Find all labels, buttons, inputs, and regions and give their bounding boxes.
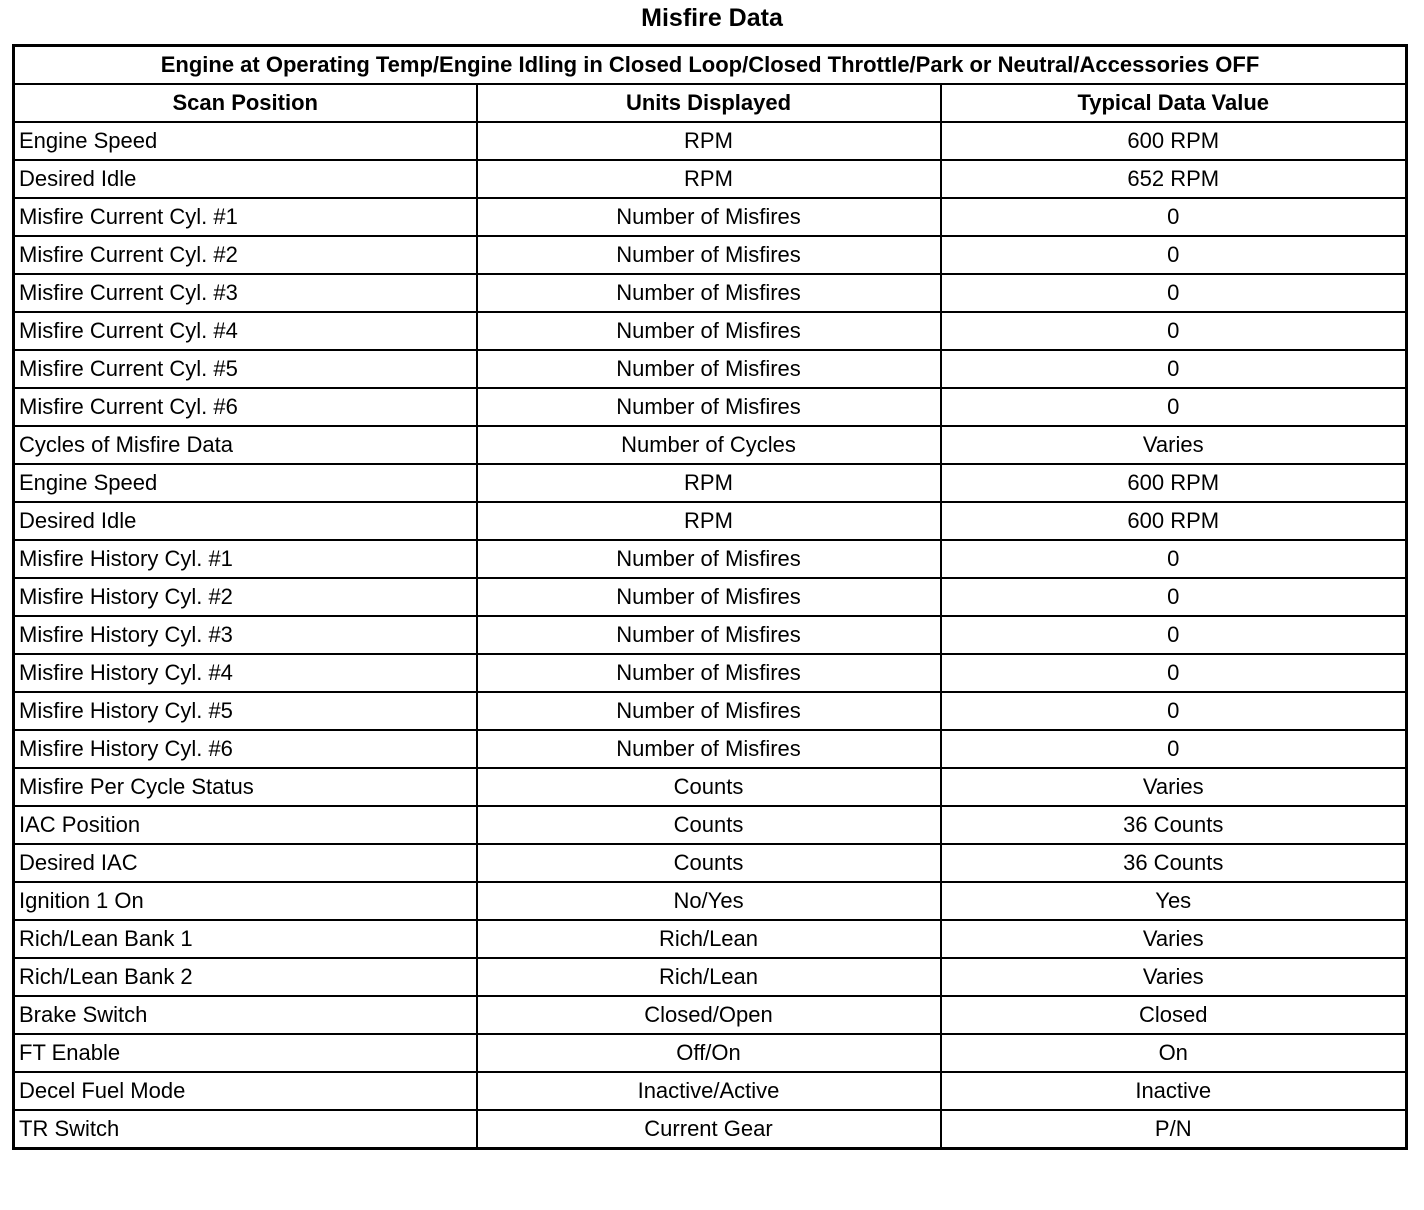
typical-data-value-cell: Yes [941, 882, 1407, 920]
units-displayed-cell: Number of Misfires [477, 540, 941, 578]
units-displayed-cell: Number of Misfires [477, 654, 941, 692]
scan-position-cell: Misfire Current Cyl. #3 [14, 274, 477, 312]
units-displayed-cell: RPM [477, 160, 941, 198]
typical-data-value-cell: 0 [941, 274, 1407, 312]
scan-position-cell: Brake Switch [14, 996, 477, 1034]
table-row [14, 388, 1407, 426]
scan-position-cell: Misfire Current Cyl. #5 [14, 350, 477, 388]
units-displayed-cell: Current Gear [477, 1110, 941, 1149]
units-displayed-cell: Number of Misfires [477, 350, 941, 388]
scan-position-cell: Misfire Current Cyl. #2 [14, 236, 477, 274]
scan-position-cell: Misfire Current Cyl. #4 [14, 312, 477, 350]
table-row [14, 1034, 1407, 1072]
table-row [14, 616, 1407, 654]
table-row [14, 958, 1407, 996]
scan-position-cell: Misfire Per Cycle Status [14, 768, 477, 806]
typical-data-value-cell: 0 [941, 692, 1407, 730]
scan-position-cell: Misfire History Cyl. #3 [14, 616, 477, 654]
table-row [14, 1110, 1407, 1149]
units-displayed-cell: RPM [477, 122, 941, 160]
units-displayed-cell: RPM [477, 464, 941, 502]
typical-data-value-cell: 0 [941, 198, 1407, 236]
scan-position-cell: Cycles of Misfire Data [14, 426, 477, 464]
table-row [14, 654, 1407, 692]
units-displayed-cell: Number of Misfires [477, 692, 941, 730]
table-row [14, 464, 1407, 502]
table-row [14, 730, 1407, 768]
units-displayed-cell: Counts [477, 806, 941, 844]
units-displayed-cell: Counts [477, 768, 941, 806]
typical-data-value-cell: 0 [941, 388, 1407, 426]
typical-data-value-cell: Closed [941, 996, 1407, 1034]
units-displayed-cell: RPM [477, 502, 941, 540]
table-row [14, 844, 1407, 882]
scan-position-cell: Misfire Current Cyl. #6 [14, 388, 477, 426]
table-row [14, 996, 1407, 1034]
table-row [14, 426, 1407, 464]
typical-data-value-cell: Inactive [941, 1072, 1407, 1110]
typical-data-value-cell: 0 [941, 236, 1407, 274]
scan-position-cell: Decel Fuel Mode [14, 1072, 477, 1110]
units-displayed-cell: Number of Misfires [477, 236, 941, 274]
typical-data-value-cell: 0 [941, 578, 1407, 616]
scan-position-cell: TR Switch [14, 1110, 477, 1149]
table-row [14, 274, 1407, 312]
typical-data-value-cell: 600 RPM [941, 122, 1407, 160]
table-row [14, 578, 1407, 616]
table-row [14, 806, 1407, 844]
typical-data-value-cell: 0 [941, 350, 1407, 388]
table-row [14, 312, 1407, 350]
units-displayed-cell: Rich/Lean [477, 958, 941, 996]
typical-data-value-cell: 0 [941, 540, 1407, 578]
units-displayed-cell: Closed/Open [477, 996, 941, 1034]
scan-position-cell: Misfire History Cyl. #4 [14, 654, 477, 692]
typical-data-value-cell: 36 Counts [941, 806, 1407, 844]
scan-position-cell: Engine Speed [14, 464, 477, 502]
typical-data-value-cell: 0 [941, 616, 1407, 654]
table-row [14, 198, 1407, 236]
column-header-scan-position: Scan Position [14, 84, 477, 122]
units-displayed-cell: No/Yes [477, 882, 941, 920]
scan-position-cell: FT Enable [14, 1034, 477, 1072]
scan-position-cell: Misfire Current Cyl. #1 [14, 198, 477, 236]
typical-data-value-cell: 652 RPM [941, 160, 1407, 198]
table-row [14, 692, 1407, 730]
table-row [14, 160, 1407, 198]
table-row [14, 236, 1407, 274]
typical-data-value-cell: 600 RPM [941, 502, 1407, 540]
scan-position-cell: Rich/Lean Bank 1 [14, 920, 477, 958]
scan-position-cell: Ignition 1 On [14, 882, 477, 920]
scan-position-cell: IAC Position [14, 806, 477, 844]
units-displayed-cell: Number of Cycles [477, 426, 941, 464]
column-header-typical-data-value: Typical Data Value [941, 84, 1407, 122]
scan-position-cell: Desired Idle [14, 160, 477, 198]
scan-position-cell: Engine Speed [14, 122, 477, 160]
units-displayed-cell: Number of Misfires [477, 578, 941, 616]
scan-position-cell: Misfire History Cyl. #5 [14, 692, 477, 730]
units-displayed-cell: Off/On [477, 1034, 941, 1072]
table-row [14, 920, 1407, 958]
typical-data-value-cell: P/N [941, 1110, 1407, 1149]
table-row [14, 350, 1407, 388]
table-row [14, 540, 1407, 578]
units-displayed-cell: Number of Misfires [477, 616, 941, 654]
typical-data-value-cell: 0 [941, 730, 1407, 768]
units-displayed-cell: Number of Misfires [477, 388, 941, 426]
typical-data-value-cell: On [941, 1034, 1407, 1072]
table-row [14, 502, 1407, 540]
scan-position-cell: Rich/Lean Bank 2 [14, 958, 477, 996]
column-header-units-displayed: Units Displayed [477, 84, 941, 122]
condition-row [14, 46, 1407, 85]
misfire-data-table [12, 44, 1408, 1150]
table-row [14, 1072, 1407, 1110]
units-displayed-cell: Number of Misfires [477, 730, 941, 768]
table-body [14, 122, 1407, 1149]
typical-data-value-cell: 36 Counts [941, 844, 1407, 882]
units-displayed-cell: Number of Misfires [477, 274, 941, 312]
typical-data-value-cell: 0 [941, 654, 1407, 692]
scan-position-cell: Desired IAC [14, 844, 477, 882]
column-header-row [14, 84, 1407, 122]
table-row [14, 122, 1407, 160]
typical-data-value-cell: Varies [941, 768, 1407, 806]
scan-position-cell: Misfire History Cyl. #6 [14, 730, 477, 768]
typical-data-value-cell: Varies [941, 426, 1407, 464]
page-title: Misfire Data [641, 4, 783, 32]
scan-position-cell: Misfire History Cyl. #2 [14, 578, 477, 616]
units-displayed-cell: Number of Misfires [477, 312, 941, 350]
table-row [14, 768, 1407, 806]
units-displayed-cell: Number of Misfires [477, 198, 941, 236]
table-row [14, 882, 1407, 920]
scan-position-cell: Desired Idle [14, 502, 477, 540]
typical-data-value-cell: 0 [941, 312, 1407, 350]
units-displayed-cell: Counts [477, 844, 941, 882]
units-displayed-cell: Inactive/Active [477, 1072, 941, 1110]
scan-position-cell: Misfire History Cyl. #1 [14, 540, 477, 578]
typical-data-value-cell: Varies [941, 920, 1407, 958]
typical-data-value-cell: 600 RPM [941, 464, 1407, 502]
condition-header: Engine at Operating Temp/Engine Idling in Closed Loop/Closed Throttle/Park or Neutral/Accessories OFF [14, 46, 1407, 85]
units-displayed-cell: Rich/Lean [477, 920, 941, 958]
typical-data-value-cell: Varies [941, 958, 1407, 996]
